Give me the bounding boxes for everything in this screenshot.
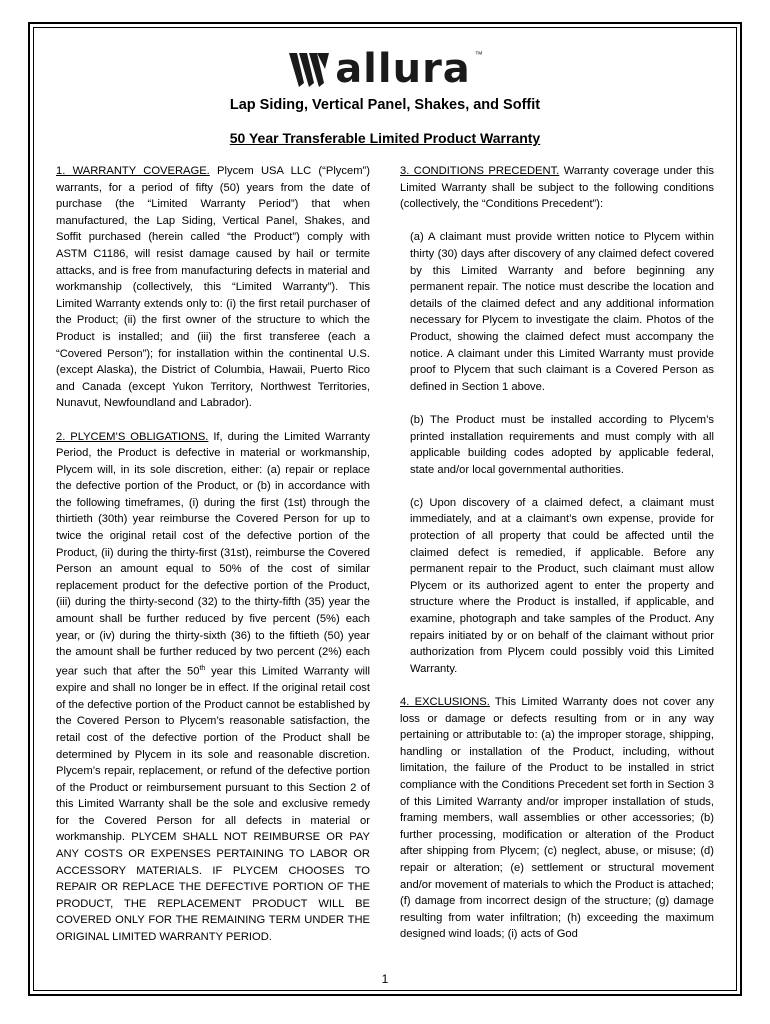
section-4-heading: 4. EXCLUSIONS. [400,696,490,708]
section-3 [400,163,714,213]
section-4-body: This Limited Warranty does not cover any loss or damage or defects resulting from or in any way pertaining or attributable to: (a) the improper storage, shipping, handling or installation of the Product, including, without limitation, the failure of the Product to be installed in strict compliance with the Conditions Precedent set forth in Section 3 of this Limited Warranty and/or improper installation of studs, framing members, wall assemblies or other accessories; (b) further processing, modification or alteration of the Product after shipping from Plycem; (c) neglect, abuse, or misuse; (d) repair or alteration; (e) settlement or structural movement and/or movement of materials to which the Product is attached; (f) damage from incorrect design of the structure; (g) damage resulting from water infiltration; (h) exceeding the maximum designed wind loads; (i) acts of God [400,696,714,941]
section-2-superscript: th [199,664,206,672]
section-4 [400,694,714,943]
section-2 [56,429,370,946]
right-column [400,163,714,943]
document-title: Lap Siding, Vertical Panel, Shakes, and Soffit [229,97,541,113]
section-2-body-b: year this Limited Warranty will expire and shall no longer be in effect. If the original retail cost of the defective portion of the Product cannot be established by the Covered Person to Plycem’s reasonable satisfaction, the retail cost of the defective portion of the Product shall be determined by Plycem in its sole and reasonable discretion. Plycem’s repair, replacement, or refund of the defective portion of the Product or reimbursement pursuant to this Section 2 of this Limited Warranty shall be the sole and exclusive remedy for the Covered Person for all defects in material or workmanship. PLYCEM SHALL NOT REIMBURSE OR PAY ANY COSTS OR EXPENSES PERTAINING TO LABOR OR ACCESSORY MATERIALS. IF PLYCEM CHOOSES TO REPAIR OR REPLACE THE DEFECTIVE PORTION OF THE PRODUCT, THE REPLACEMENT PRODUCT WILL BE COVERED ONLY FOR THE REMAINING TERM UNDER THE ORIGINAL LIMITED WARRANTY PERIOD. [56,665,371,944]
document-subtitle: 50 Year Transferable Limited Product Warranty [229,130,541,146]
logo-trademark: ™ [474,50,483,59]
section-3-a: (a) A claimant must provide written notice to Plycem within thirty (30) days after discovery of any claimed defect covered by this Limited Warranty and before beginning any permanent repair. The notice must describe the location and details of the claimed defect and any additional information necessary for Plycem to investigate the claim. Photos of the Product, showing the claimed defect must accompany the notice. A claimant under this Limited Warranty must provide proof to Plycem that such claimant is a Covered Person as defined in Section 1 above. [410,231,714,393]
allura-leaf-icon [287,49,331,89]
section-2-heading: 2. PLYCEM’S OBLIGATIONS. [56,430,209,443]
section-3-b: (b) The Product must be installed according to Plycem’s printed installation requirements and must comply with all applicable building codes adopted by applicable federal, state and/or local governmental authorities. [410,413,714,476]
section-1-body: Plycem USA LLC (“Plycem”) warrants, for a period of fifty (50) years from the date of purchase (the “Limited Warranty Period”) that when manufactured, the Lap Siding, Vertical Panel, Shakes, and Soffit purchased (herein called “the Product”) comply with ASTM C1186, will resist damage caused by hail or termite attacks, and is free from manufacturing defects in material and workmanship (collectively, this “Limited Warranty”). This Limited Warranty extends only to: (i) the first retail purchaser of the Product; (ii) the first owner of the structure to which the Product is installed; and (iii) the first transferee (each a “Covered Person”); for installation within the continental U.S. (except Alaska), the District of Columbia, Hawaii, Puerto Rico and Canada (except Yukon Territory, Northwest Territories, Nunavut, Newfoundland and Labrador). [56,165,370,410]
section-3-body: Warranty coverage under this Limited Warranty shall be subject to the following conditions (collectively, the “Conditions Precedent”): [400,165,714,211]
section-1-heading: 1. WARRANTY COVERAGE. [56,165,210,177]
section-3-c: (c) Upon discovery of a claimed defect, a claimant must immediately, and at a claimant’s own expense, provide for protection of all property that could be affected until the claimed defect is remedied, if applicable. Before any permanent repair to the Product, such claimant must allow Plycem or its authorized agent to enter the property and structure where the Product is installed, if applicable, and examine, photograph and take samples of the Product. Any repairs initiated by or on behalf of the claimant without prior authorization from Plycem could possibly void this Limited Warranty. [410,496,714,675]
left-column [56,163,370,946]
logo-wordmark: allura [335,46,471,92]
page-number: 1 [381,972,389,986]
section-1 [56,163,370,412]
section-2-body-a: If, during the Limited Warranty Period, the Product is defective in material or workmanship, Plycem will, in its sole discretion, either: (a) repair or replace the defective portion of the Product, or (b) in accordance with the following timeframes, (i) during the first (1st) through the thirtieth (30th) year reimburse the Covered Person for up to twice the original retail cost of the defective portion of the Product, (ii) during the thirty-first (31st), reimburse the Covered Person an amount equal to 50% of the cost of similar replacement product for the defective portion of the Product, (iii) during the thirty-second (32) to the thirty-fifth (35) year the amount shall be further reduced by five percent (5%) each year, or (iv) during the thirty-sixth (36) to the fiftieth (50) year the amount shall be further reduced by two percent (2%) each year such that after the 50 [56,430,370,678]
section-3-heading: 3. CONDITIONS PRECEDENT. [400,165,560,177]
allura-logo [0,44,770,94]
